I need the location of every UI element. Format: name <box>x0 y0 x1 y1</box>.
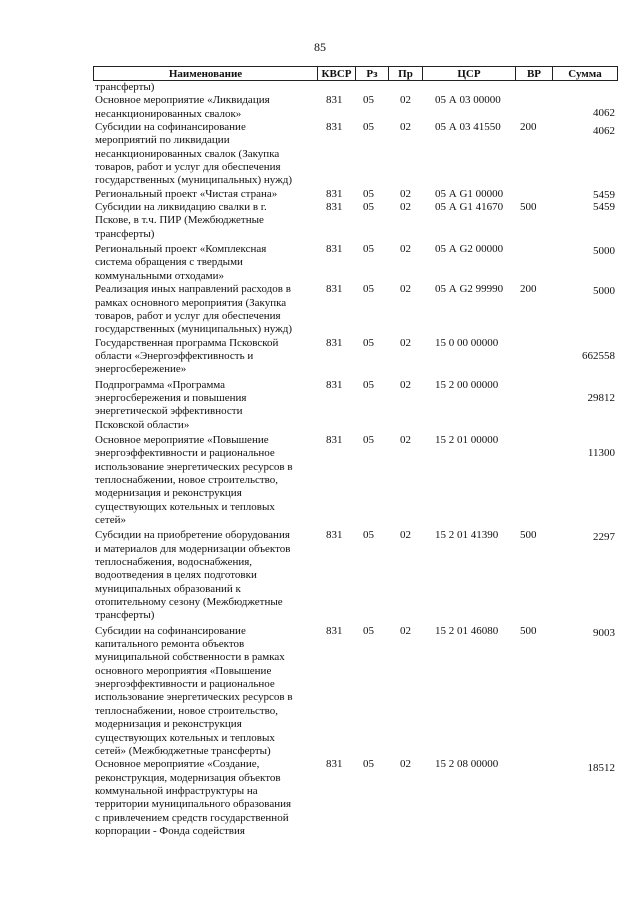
row-sum: 5000 <box>593 285 615 298</box>
row-pr: 02 <box>400 94 411 107</box>
row-rz: 05 <box>363 336 374 349</box>
row-kvsr: 831 <box>326 758 343 771</box>
row-csr: 15 2 01 41390 <box>435 529 499 542</box>
row-vr: 500 <box>520 624 537 637</box>
row-vr: 200 <box>520 121 537 134</box>
row-kvsr: 831 <box>326 121 343 134</box>
row-vr: 500 <box>520 529 537 542</box>
row-kvsr: 831 <box>326 94 343 107</box>
header-sum: Сумма <box>553 67 618 81</box>
table-row <box>95 758 615 838</box>
row-csr: 15 2 08 00000 <box>435 758 499 771</box>
row-name: Основное мероприятие «Создание, реконструкция, модернизация объектов коммунальной инфраструктуры на территории муниципального образования с привлечением средств государственной корпорации - Фонда содействия <box>95 758 292 837</box>
row-kvsr: 831 <box>326 378 343 391</box>
row-kvsr: 831 <box>326 243 343 256</box>
row-name: Субсидии на ликвидацию свалки в г. Пскове, в т.ч. ПИР (Межбюджетные трансферты) <box>95 201 267 240</box>
table-row <box>95 94 615 121</box>
header-name: Наименование <box>94 67 318 81</box>
row-name: Основное мероприятие «Ликвидация несанкционированных свалок» <box>95 94 270 120</box>
row-rz: 05 <box>363 243 374 256</box>
row-name: Реализация иных направлений расходов в рамках основного мероприятия (Закупка товаров, работ и услуг для обеспечения государственных (муниципальных) нужд) <box>95 283 292 336</box>
table-body <box>95 81 615 838</box>
row-pr: 02 <box>400 433 411 446</box>
row-sum: 5000 <box>593 245 615 258</box>
row-pr: 02 <box>400 201 411 214</box>
row-name: Субсидии на софинансирование мероприятий по ликвидации несанкционированных свалок (Закупка товаров, работ и услуг для обеспечения государственных (муниципальных) нужд) <box>95 121 292 187</box>
row-kvsr: 831 <box>326 336 343 349</box>
row-pr: 02 <box>400 121 411 134</box>
row-vr: 200 <box>520 283 537 296</box>
table-row <box>95 121 615 188</box>
page-number: 85 <box>314 40 326 54</box>
row-pr: 02 <box>400 529 411 542</box>
row-rz: 05 <box>363 94 374 107</box>
table-row <box>95 379 615 432</box>
table-row <box>95 81 615 94</box>
row-csr: 15 2 01 00000 <box>435 433 499 446</box>
row-name: Подпрограмма «Программа энергосбережения и повышения энергетической эффективности Псковской области» <box>95 378 247 431</box>
row-pr: 02 <box>400 378 411 391</box>
row-pr: 02 <box>400 283 411 296</box>
row-name: Региональный проект «Чистая страна» <box>95 187 278 200</box>
row-sum: 2297 <box>593 531 615 544</box>
row-sum: 18512 <box>587 762 615 775</box>
row-csr: 05 А 03 00000 <box>435 94 501 107</box>
table-row <box>95 243 615 283</box>
row-csr: 05 А 03 41550 <box>435 121 501 134</box>
row-sum: 4062 <box>593 125 615 138</box>
row-csr: 05 А G2 00000 <box>435 243 504 256</box>
row-rz: 05 <box>363 433 374 446</box>
header-vr: ВР <box>516 67 553 81</box>
table-row <box>95 434 615 527</box>
row-name: Основное мероприятие «Повышение энергоэффективности и рациональное использование энергетических ресурсов в теплоснабжении, новое строительство, модернизация и реконструкция существующих котельных и тепловых сетей» <box>95 433 293 526</box>
row-csr: 05 А G2 99990 <box>435 283 504 296</box>
table-row <box>95 625 615 758</box>
row-kvsr: 831 <box>326 283 343 296</box>
row-name: трансферты) <box>95 81 155 93</box>
row-name: Субсидии на приобретение оборудования и материалов для модернизации объектов теплоснабжения, водоснабжения, водоотведения в целях подготовки муниципальных образований к отопительному сезону (Межбюджетные трансферты) <box>95 529 291 622</box>
row-vr: 500 <box>520 201 537 214</box>
row-rz: 05 <box>363 121 374 134</box>
row-pr: 02 <box>400 624 411 637</box>
table-row <box>95 188 615 201</box>
header-kvsr: КВСР <box>318 67 356 81</box>
row-pr: 02 <box>400 758 411 771</box>
table-row <box>95 201 615 241</box>
row-rz: 05 <box>363 624 374 637</box>
row-kvsr: 831 <box>326 529 343 542</box>
row-rz: 05 <box>363 378 374 391</box>
row-sum: 5459 <box>593 201 615 214</box>
row-csr: 15 2 00 00000 <box>435 378 499 391</box>
row-rz: 05 <box>363 187 374 200</box>
row-pr: 02 <box>400 243 411 256</box>
row-kvsr: 831 <box>326 187 343 200</box>
row-rz: 05 <box>363 201 374 214</box>
table-row <box>95 337 615 377</box>
row-rz: 05 <box>363 758 374 771</box>
row-sum: 29812 <box>587 391 615 404</box>
row-rz: 05 <box>363 529 374 542</box>
row-sum: 4062 <box>593 107 615 120</box>
row-csr: 15 2 01 46080 <box>435 624 499 637</box>
row-pr: 02 <box>400 336 411 349</box>
row-kvsr: 831 <box>326 201 343 214</box>
row-sum: 662558 <box>582 349 615 362</box>
table-row <box>95 529 615 622</box>
row-csr: 05 А G1 41670 <box>435 201 504 214</box>
row-csr: 05 А G1 00000 <box>435 187 504 200</box>
row-sum: 11300 <box>587 446 615 459</box>
row-pr: 02 <box>400 187 411 200</box>
header-row <box>94 67 618 81</box>
row-name: Субсидии на софинансирование капитального ремонта объектов муниципальной собственности в рамках основного мероприятия «Повышение энергоэффективности и рациональное использование энергетических ресурсов в теплоснабжении, новое строительство, модернизация и реконструкция существующих котельных и тепловых сетей» (Межбюджетные трансферты) <box>95 624 293 757</box>
row-csr: 15 0 00 00000 <box>435 336 499 349</box>
header-rz: Рз <box>356 67 389 81</box>
row-name: Региональный проект «Комплексная система обращения с твердыми коммунальными отходами» <box>95 243 267 282</box>
table-header <box>93 66 618 81</box>
table-row <box>95 283 615 336</box>
row-kvsr: 831 <box>326 433 343 446</box>
header-csr: ЦСР <box>423 67 516 81</box>
row-kvsr: 831 <box>326 624 343 637</box>
row-sum: 5459 <box>593 188 615 201</box>
row-name: Государственная программа Псковской области «Энергоэффективность и энергосбережение» <box>95 336 279 376</box>
row-sum: 9003 <box>593 626 615 639</box>
header-pr: Пр <box>389 67 423 81</box>
row-rz: 05 <box>363 283 374 296</box>
